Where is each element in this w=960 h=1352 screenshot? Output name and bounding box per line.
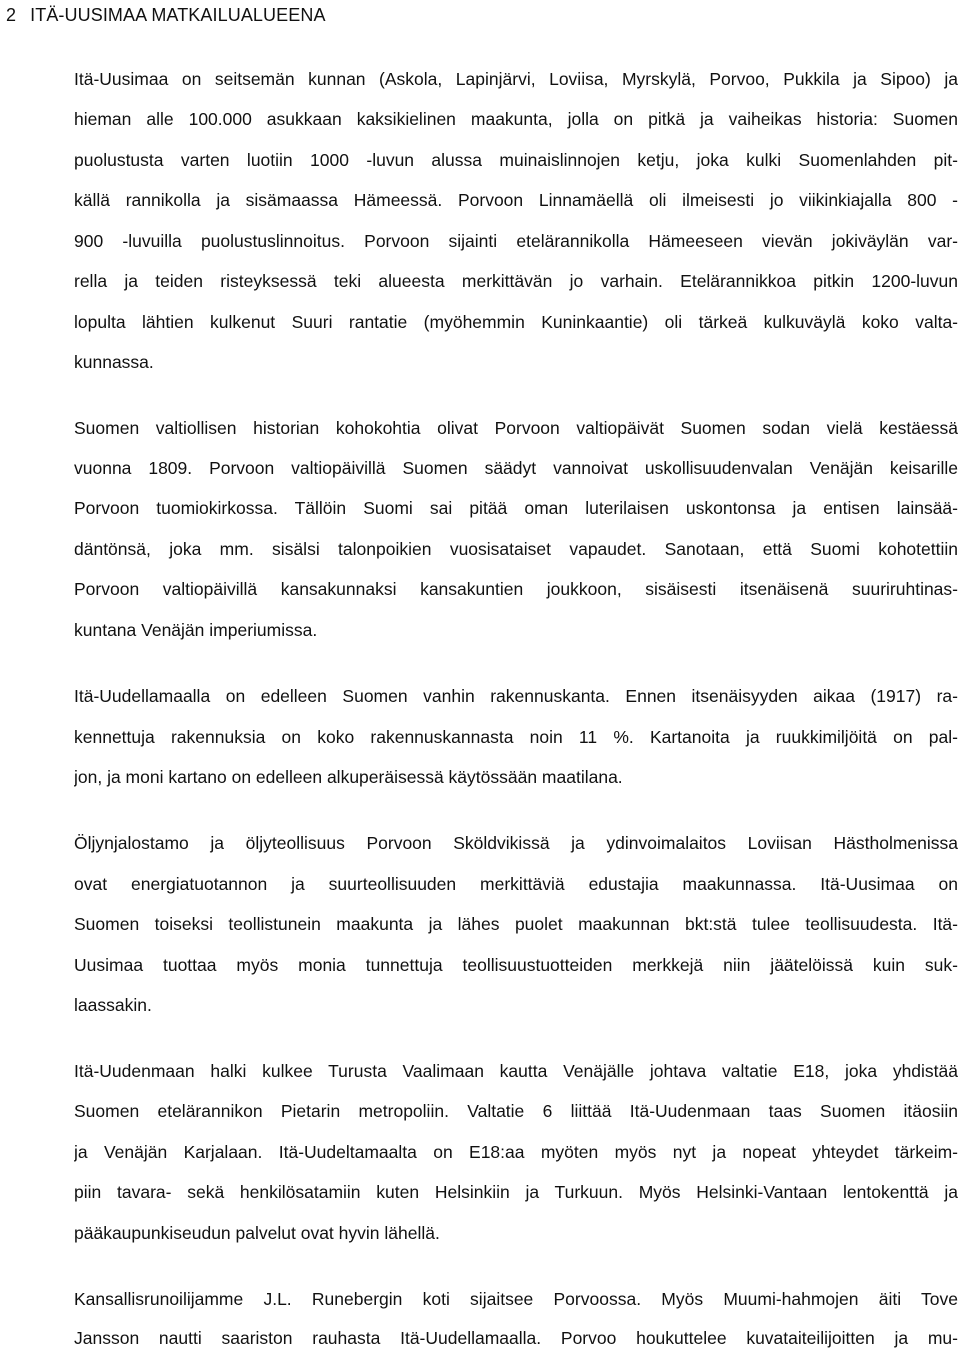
text-line: Uusimaa tuottaa myös monia tunnettuja teollisuustuotteiden merkkejä niin jäätelöissä kuin suk- xyxy=(74,955,958,975)
text-line: Itä-Uudenmaan halki kulkee Turusta Vaalimaan kautta Venäjälle johtava valtatie E18, joka yhdistää xyxy=(74,1061,958,1081)
text-line: vuonna 1809. Porvoon valtiopäivillä Suomen säädyt vannoivat uskollisuudenvalan Venäjän keisarille xyxy=(74,458,958,478)
text-line: kuntana Venäjän imperiumissa. xyxy=(74,620,318,640)
page-number: 2 xyxy=(6,5,17,25)
text-line: Porvoon tuomiokirkossa. Tällöin Suomi sai pitää oman luterilaisen uskontonsa ja entisen lainsää- xyxy=(74,498,958,518)
text-line: 900 -luvuilla puolustuslinnoitus. Porvoon sijainti etelärannikolla Hämeeseen vievän jokiväylän var- xyxy=(74,231,958,251)
text-line: källä rannikolla ja sisämaassa Hämeessä. Porvoon Linnamäellä oli ilmeisesti jo viikinkiajalla 800 - xyxy=(74,190,958,210)
text-line: piin tavara- sekä henkilösatamiin kuten Helsinkiin ja Turkuun. Myös Helsinki-Vantaan lentokenttä ja xyxy=(74,1182,958,1202)
text-line: jon, ja moni kartano on edelleen alkuperäisessä käytössään maatilana. xyxy=(74,767,623,787)
text-line: Kansallisrunoilijamme J.L. Runebergin koti sijaitsee Porvoossa. Myös Muumi-hahmojen äiti Tove xyxy=(74,1289,958,1309)
text-line: hieman alle 100.000 asukkaan kaksikielinen maakunta, jolla on pitkä ja vaiheikas historia: Suomen xyxy=(74,109,958,129)
text-line: däntönsä, joka mm. sisälsi talonpoikien vuosisataiset vapaudet. Sanotaan, että Suomi kohotettiin xyxy=(74,539,958,559)
text-line: Suomen valtiollisen historian kohokohtia olivat Porvoon valtiopäivät Suomen sodan vielä kestäessä xyxy=(74,418,958,438)
text-line: Itä-Uusimaa on seitsemän kunnan (Askola, Lapinjärvi, Loviisa, Myrskylä, Porvoo, Pukkila ja Sipoo) ja xyxy=(74,69,958,89)
text-line: pääkaupunkiseudun palvelut ovat hyvin lähellä. xyxy=(74,1223,440,1243)
text-line: ja Venäjän Karjalaan. Itä-Uudeltamaalta on E18:aa myöten myös nyt ja nopeat yhteydet tärkeim- xyxy=(74,1142,958,1162)
text-line: rella ja teiden risteyksessä teki alueesta merkittävän jo varhain. Etelärannikkoa pitkin 1200-luvun xyxy=(74,271,958,291)
text-line: Itä-Uudellamaalla on edelleen Suomen vanhin rakennuskanta. Ennen itsenäisyyden aikaa (1917) ra- xyxy=(74,686,958,706)
text-line: Porvoon valtiopäivillä kansakunnaksi kansakuntien joukkoon, sisäisesti itsenäisenä suuriruhtinas- xyxy=(74,579,958,599)
page-header xyxy=(6,3,326,27)
section-title: ITÄ-UUSIMAA MATKAILUALUEENA xyxy=(30,5,326,25)
text-line: ovat energiatuotannon ja suurteollisuuden merkittäviä edustajia maakunnassa. Itä-Uusimaa on xyxy=(74,874,958,894)
text-line: Suomen toiseksi teollistunein maakunta ja lähes puolet maakunnan bkt:stä tulee teollisuudesta. Itä- xyxy=(74,914,958,934)
text-line: puolustusta varten luotiin 1000 -luvun alussa muinaislinnojen ketju, joka kulki Suomenlahden pit- xyxy=(74,150,958,170)
text-line: lopulta lähtien kulkenut Suuri rantatie (myöhemmin Kuninkaantie) oli tärkeä kulkuväylä koko valta- xyxy=(74,312,958,332)
text-line: Öljynjalostamo ja öljyteollisuus Porvoon Sköldvikissä ja ydinvoimalaitos Loviisan Hästholmenissa xyxy=(74,833,958,853)
text-line: Jansson nautti saariston rauhasta Itä-Uudellamaalla. Porvoo houkuttelee kuvataiteilijoitten ja mu- xyxy=(74,1328,958,1348)
text-line: kennettuja rakennuksia on koko rakennuskannasta noin 11 %. Kartanoita ja ruukkimiljöitä on pal- xyxy=(74,727,958,747)
text-line: kunnassa. xyxy=(74,352,154,372)
text-line: Suomen etelärannikon Pietarin metropoliin. Valtatie 6 liittää Itä-Uudenmaan taas Suomen itäosiin xyxy=(74,1101,958,1121)
text-line: laassakin. xyxy=(74,995,152,1015)
